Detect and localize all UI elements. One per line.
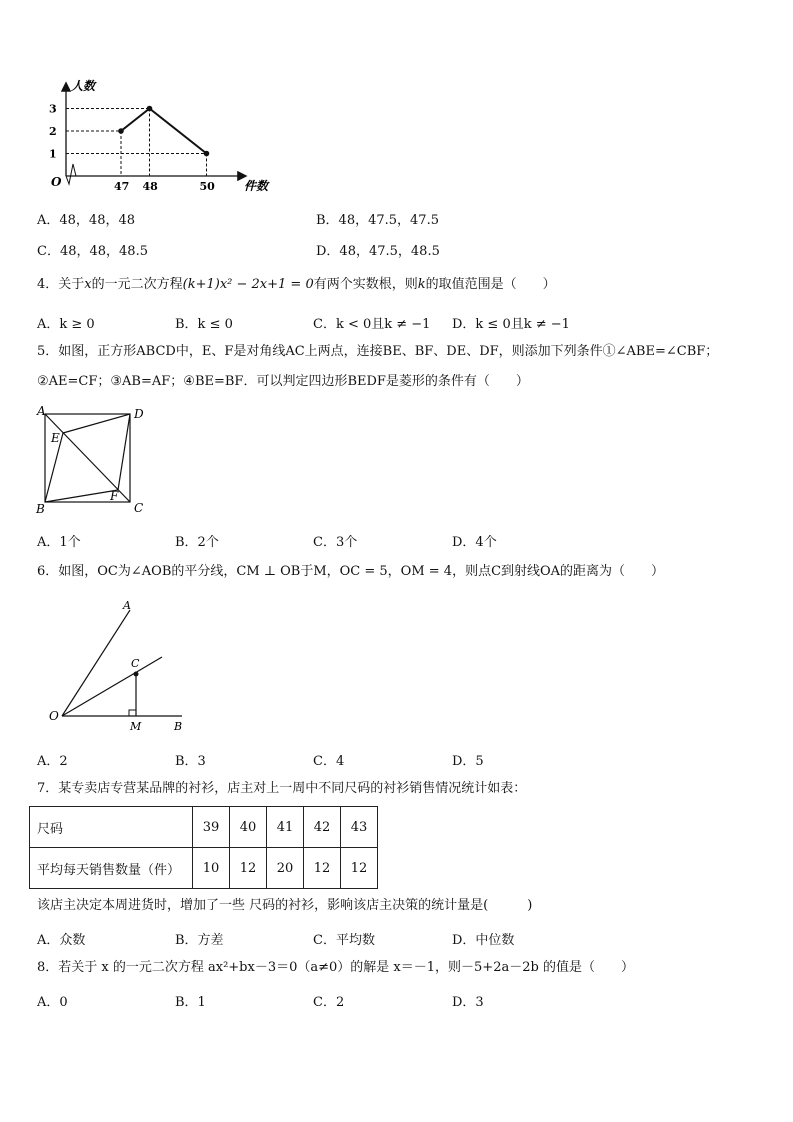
table-cell: 10 xyxy=(193,848,230,889)
right-angle-mark xyxy=(129,710,136,716)
q4-var-x: x xyxy=(84,277,92,292)
q3-option-a[interactable]: A．48，48，48 xyxy=(37,213,136,228)
q4-option-a[interactable]: A．k ≥ 0 xyxy=(37,317,95,332)
q4-option-d[interactable]: D．k ≤ 0且k ≠ −1 xyxy=(452,317,570,332)
q4-equation: (k+1)x² − 2x+1 = 0 xyxy=(182,277,314,292)
chart-origin-label: O xyxy=(51,175,62,189)
q6-option-d[interactable]: D．5 xyxy=(452,754,484,769)
table-row xyxy=(30,848,378,889)
q7-option-c[interactable]: C．平均数 xyxy=(313,933,375,948)
q4-option-b[interactable]: B．k ≤ 0 xyxy=(175,317,233,332)
chart-x-label: 件数 xyxy=(244,179,269,193)
chart-x-tick-label: 47 xyxy=(114,180,130,193)
q4-var-k: k xyxy=(417,277,426,292)
label-c: C xyxy=(134,501,144,515)
q3-line-chart xyxy=(35,72,295,202)
point-c xyxy=(134,672,139,677)
table-cell: 12 xyxy=(230,848,267,889)
q5-option-b[interactable]: B．2个 xyxy=(175,535,219,550)
label-c: C xyxy=(131,657,140,670)
table-cell: 43 xyxy=(341,807,378,848)
q6-option-b[interactable]: B．3 xyxy=(175,754,206,769)
label-f: F xyxy=(110,489,119,503)
q6-option-a[interactable]: A．2 xyxy=(37,754,68,769)
q7-option-b[interactable]: B．方差 xyxy=(175,933,224,948)
q7-follow-text: 该店主决定本周进货时，增加了一些 尺码的衬衫，影响该店主决策的统计量是( ) xyxy=(37,898,533,913)
q4-option-c[interactable]: C．k < 0且k ≠ −1 xyxy=(313,317,431,332)
table-header-sales: 平均每天销售数量（件） xyxy=(30,848,193,889)
label-b: B xyxy=(36,502,45,516)
table-cell: 20 xyxy=(267,848,304,889)
q6-stem: 6．如图，OC为∠AOB的平分线，CM ⊥ OB于M，OC = 5，OM = 4，则点C到射线OA的距离为（ ） xyxy=(37,564,665,579)
q5-option-c[interactable]: C．3个 xyxy=(313,535,358,550)
q5-stem-line1: 5．如图，正方形ABCD中，E、F是对角线AC上两点，连接BE、BF、DE、DF，则添加下列条件①∠ABE=∠CBF； xyxy=(37,344,719,359)
label-o: O xyxy=(49,709,59,723)
q8-option-c[interactable]: C．2 xyxy=(313,995,345,1010)
chart-y-label: 人数 xyxy=(71,79,96,93)
segment-de xyxy=(63,414,130,433)
q8-option-d[interactable]: D．3 xyxy=(452,995,484,1010)
chart-series-line xyxy=(121,109,207,154)
q6-option-c[interactable]: C．4 xyxy=(313,754,345,769)
q4-stem-part: 的一元二次方程 xyxy=(91,277,183,292)
segment-df xyxy=(118,414,130,490)
table-cell: 40 xyxy=(230,807,267,848)
label-a: A xyxy=(123,599,131,612)
q8-option-a[interactable]: A．0 xyxy=(37,995,68,1010)
q4-stem-part: 4．关于 xyxy=(37,277,85,292)
q5-square-figure xyxy=(30,402,160,520)
q7-sales-table xyxy=(29,806,378,889)
chart-axis-break xyxy=(66,164,76,184)
q8-stem: 8．若关于 x 的一元二次方程 ax²+bx－3＝0（a≠0）的解是 x＝－1，则－5+2a－2b 的值是（ ） xyxy=(37,960,634,975)
q4-stem-part: 有两个实数根，则 xyxy=(313,277,418,292)
table-header-size: 尺码 xyxy=(30,807,193,848)
q3-option-b[interactable]: B．48，47.5，47.5 xyxy=(316,213,439,228)
label-a: A xyxy=(37,404,46,418)
q3-option-d[interactable]: D．48，47.5，48.5 xyxy=(316,244,440,259)
q6-angle-figure xyxy=(40,595,200,740)
segment-bf xyxy=(45,490,118,502)
table-cell: 39 xyxy=(193,807,230,848)
table-cell: 42 xyxy=(304,807,341,848)
q7-stem: 7．某专卖店专营某品牌的衬衫，店主对上一周中不同尺码的衬衫销售情况统计如表： xyxy=(37,781,527,796)
chart-x-tick-label: 50 xyxy=(199,180,215,193)
q5-stem-line2: ②AE=CF；③AB=AF；④BE=BF．可以判定四边形BEDF是菱形的条件有（ ） xyxy=(37,374,529,389)
chart-point xyxy=(118,128,124,134)
table-cell: 41 xyxy=(267,807,304,848)
label-e: E xyxy=(51,431,60,445)
q4-stem xyxy=(37,277,556,293)
bisector-oc xyxy=(62,657,162,716)
q4-stem-part: 的取值范围是（ ） xyxy=(425,277,556,292)
table-cell: 12 xyxy=(304,848,341,889)
label-b: B xyxy=(174,720,183,733)
chart-x-tick-label: 48 xyxy=(142,180,158,193)
chart-y-tick-label: 3 xyxy=(49,102,57,116)
q5-option-a[interactable]: A．1个 xyxy=(37,535,81,550)
chart-point xyxy=(147,106,153,112)
table-cell: 12 xyxy=(341,848,378,889)
chart-y-tick-label: 1 xyxy=(49,147,57,161)
table-row xyxy=(30,807,378,848)
q7-option-d[interactable]: D．中位数 xyxy=(452,933,515,948)
chart-point xyxy=(204,151,210,157)
q3-option-c[interactable]: C．48，48，48.5 xyxy=(37,244,148,259)
chart-y-tick-label: 2 xyxy=(49,125,57,138)
ray-oa xyxy=(62,610,130,716)
q8-option-b[interactable]: B．1 xyxy=(175,995,206,1010)
q7-option-a[interactable]: A．众数 xyxy=(37,933,86,948)
label-m: M xyxy=(130,720,142,733)
label-d: D xyxy=(134,407,144,421)
q5-option-d[interactable]: D．4个 xyxy=(452,535,497,550)
